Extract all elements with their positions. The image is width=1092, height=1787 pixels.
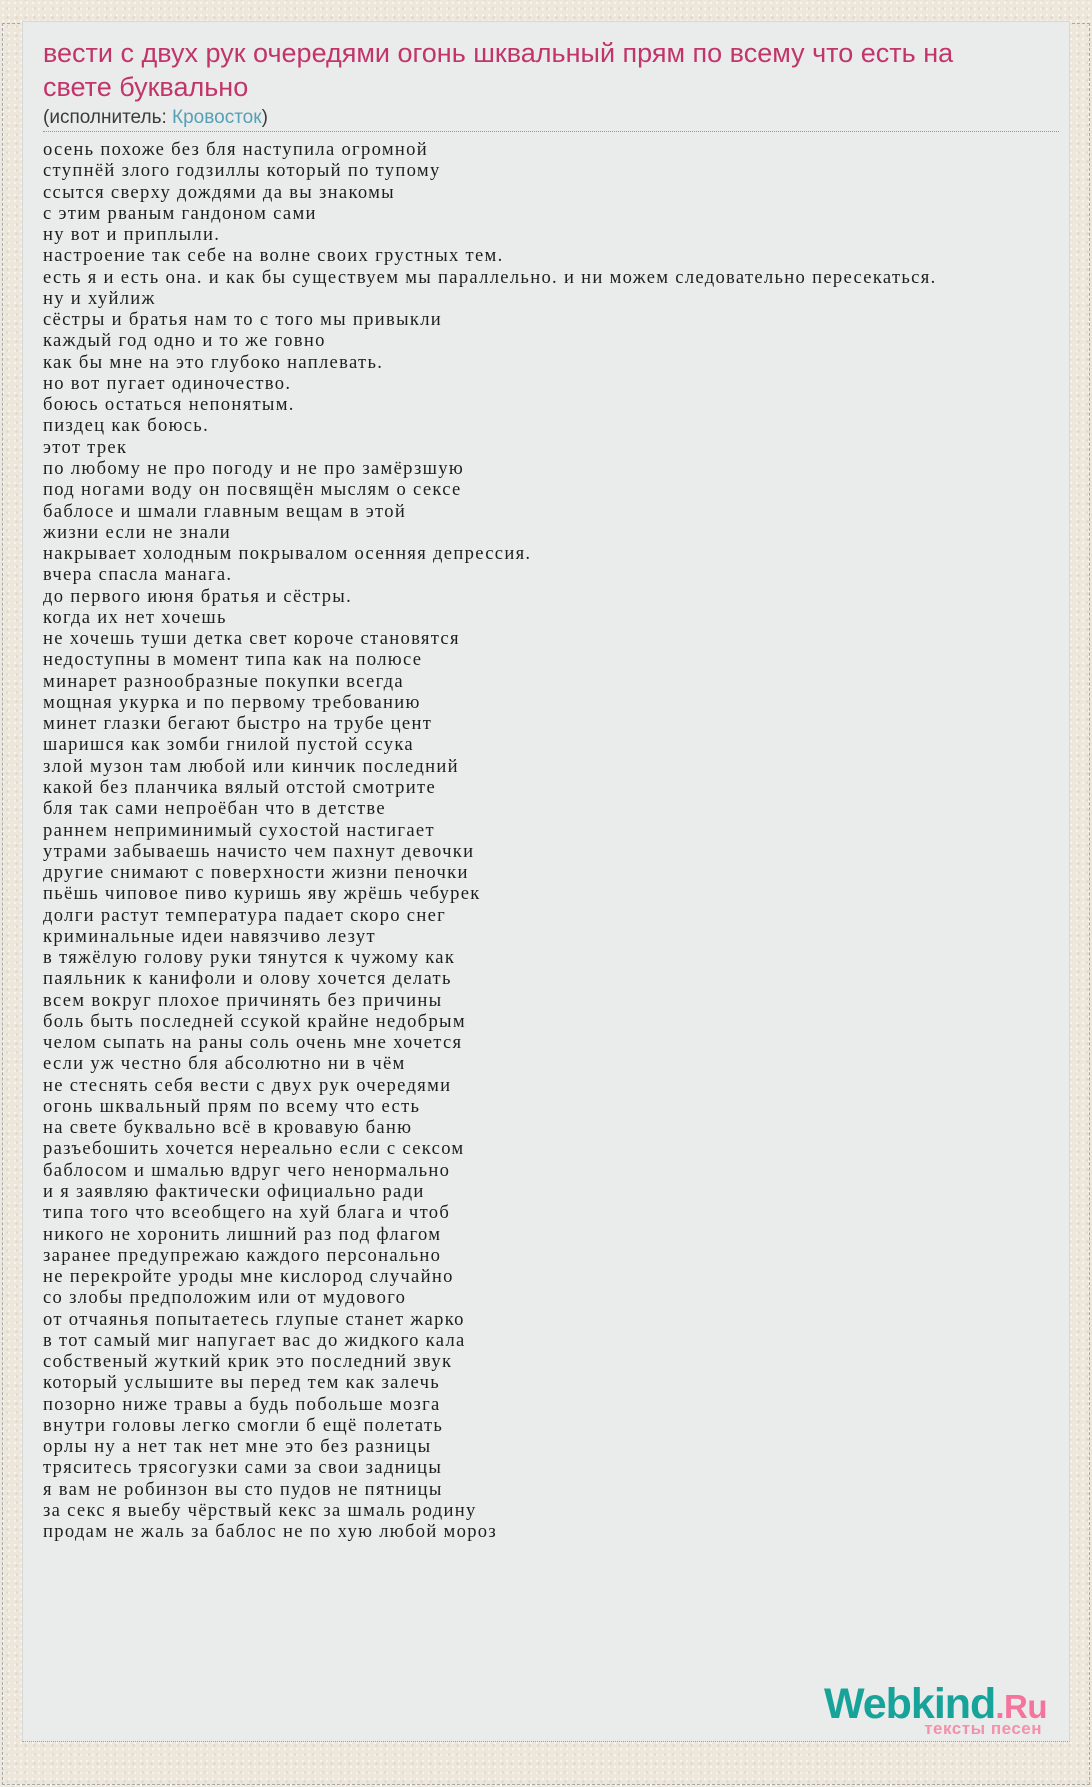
lyrics-line: ну вот и приплыли. (43, 224, 221, 246)
lyrics-line: сёстры и братья нам то с того мы привыкли (43, 309, 443, 331)
lyrics-line: паяльник к канифоли и олову хочется делать (43, 968, 452, 990)
lyrics-line: не хочешь туши детка свет короче становятся (43, 628, 460, 650)
lyrics-line: этот трек (43, 436, 128, 458)
lyrics-line: под ногами воду он посвящён мыслям о сексе (43, 479, 462, 501)
lyrics-line: до первого июня братья и сёстры. (43, 585, 353, 607)
lyrics-line: есть я и есть она. и как бы существуем мы параллельно. и ни можем следовательно пересекаться. (43, 266, 937, 288)
lyrics-line: в тяжёлую голову руки тянутся к чужому как (43, 947, 456, 969)
lyrics-line: я вам не робинзон вы сто пудов не пятницы (43, 1478, 443, 1500)
lyrics-line: раннем неприминимый сухостой настигает (43, 819, 435, 841)
lyrics-line: никого не хоронить лишний раз под флагом (43, 1223, 442, 1245)
artist-label-prefix: (исполнитель: (43, 107, 173, 128)
lyrics-line: другие снимают с поверхности жизни пеночки (43, 862, 469, 884)
artist-line (43, 107, 1061, 128)
lyrics-line: по любому не про погоду и не про замёрзшую (43, 457, 465, 479)
header-dotted-separator (43, 131, 1059, 132)
lyrics-line: настроение так себе на волне своих грустных тем. (43, 245, 504, 267)
lyrics-line: боль быть последней ссукой крайне недобрым (43, 1010, 466, 1032)
lyrics-line: тряситесь трясогузки сами за свои задницы (43, 1457, 443, 1479)
lyrics-line: ну и хуйлиж (43, 287, 156, 309)
lyrics-line: накрывает холодным покрывалом осенняя депрессия. (43, 543, 532, 565)
lyrics-line: ступнёй злого годзиллы который по тупому (43, 160, 441, 182)
lyrics-line: собственый жуткий крик это последний звук (43, 1351, 453, 1373)
site-logo-brand: Webkind (823, 1680, 996, 1728)
lyrics-line: злой музон там любой или кинчик последний (43, 755, 459, 777)
lyrics-line: не перекройте уроды мне кислород случайно (43, 1266, 454, 1288)
lyrics-line: недоступны в момент типа как на полюсе (43, 649, 423, 671)
lyrics-line: огонь шквальный прям по всему что есть (43, 1095, 421, 1117)
lyrics-line: криминальные идеи навязчиво лезут (43, 925, 376, 947)
lyrics-line: какой без планчика вялый отстой смотрите (43, 776, 437, 798)
lyrics-line: который услышите вы перед тем как залечь (43, 1372, 440, 1394)
lyrics-line: каждый год одно и то же говно (43, 330, 326, 352)
lyrics-text (43, 139, 1061, 1543)
lyrics-line: пиздец как боюсь. (43, 415, 210, 437)
lyrics-line: если уж честно бля абсолютно ни в чём (43, 1053, 406, 1075)
lyrics-line: в тот самый миг напугает вас до жидкого кала (43, 1329, 466, 1351)
lyrics-line: не стеснять себя вести с двух рук очередями (43, 1074, 452, 1096)
lyrics-line: вчера спасла манага. (43, 564, 233, 586)
lyrics-line: мощная укурка и по первому требованию (43, 691, 421, 713)
song-title: вести с двух рук очередями огонь шквальный прям по всему что есть на свете буквально (43, 38, 954, 102)
site-logo-tagline: тексты песен (924, 1719, 1042, 1738)
lyrics-line: с этим рваным гандоном сами (43, 202, 317, 224)
lyrics-line: на свете буквально всё в кровавую баню (43, 1117, 413, 1139)
lyrics-line: бля так сами непроёбан что в детстве (43, 798, 386, 820)
lyrics-line: за секс я выебу чёрствый кекс за шмаль родину (43, 1500, 477, 1521)
site-logo[interactable] (823, 1680, 1047, 1738)
lyrics-line: орлы ну а нет так нет мне это без разницы (43, 1436, 432, 1458)
lyrics-line: но вот пугает одиночество. (43, 372, 292, 394)
artist-link[interactable]: Кровосток (172, 107, 262, 128)
lyrics-line: баблосом и шмалью вдруг чего ненормально (43, 1159, 451, 1181)
lyrics-line: челом сыпать на раны соль очень мне хочется (43, 1032, 463, 1054)
lyrics-line: заранее предупрежаю каждого персонально (43, 1244, 442, 1266)
artist-label-suffix: ) (261, 107, 268, 128)
lyrics-line: когда их нет хочешь (43, 606, 227, 628)
site-logo-domain: .Ru (995, 1688, 1047, 1725)
lyrics-line: всем вокруг плохое причинять без причины (43, 989, 443, 1011)
lyrics-line: долги растут температура падает скоро снег (43, 904, 447, 926)
lyrics-line: боюсь остаться непонятым. (43, 394, 295, 416)
lyrics-line: продам не жаль за баблос не по хую любой мороз (43, 1521, 498, 1543)
lyrics-line: шаришся как зомби гнилой пустой ссука (43, 734, 414, 756)
lyrics-line: осень похоже без бля наступила огромной (43, 139, 428, 160)
lyrics-line: от отчаянья попытаетесь глупые станет жарко (43, 1308, 465, 1330)
lyrics-line: минет глазки бегают быстро на трубе цент (43, 713, 433, 735)
lyrics-page (0, 21, 1092, 1787)
lyrics-line: типа того что всеобщего на хуй блага и чтоб (43, 1202, 451, 1224)
lyrics-line: утрами забываешь начисто чем пахнут девочки (43, 840, 475, 862)
lyrics-line: внутри головы легко смогли б ещё полетать (43, 1414, 444, 1436)
lyrics-line: со злобы предположим или от мудового (43, 1287, 407, 1309)
lyrics-line: жизни если не знали (43, 521, 232, 543)
lyrics-line: позорно ниже травы а будь побольше мозга (43, 1393, 441, 1415)
lyrics-line: и я заявляю фактически официально ради (43, 1181, 425, 1203)
lyrics-line: пьёшь чиповое пиво куришь яву жрёшь чебурек (43, 883, 481, 905)
lyrics-line: как бы мне на это глубоко наплевать. (43, 351, 384, 373)
content-panel (22, 21, 1070, 1742)
lyrics-line: минарет разнообразные покупки всегда (43, 670, 404, 692)
lyrics-line: ссытся сверху дождями да вы знакомы (43, 181, 395, 203)
lyrics-line: разъебошить хочется нереально если с сексом (43, 1138, 465, 1160)
lyrics-line: баблосе и шмали главным вещам в этой (43, 500, 407, 522)
